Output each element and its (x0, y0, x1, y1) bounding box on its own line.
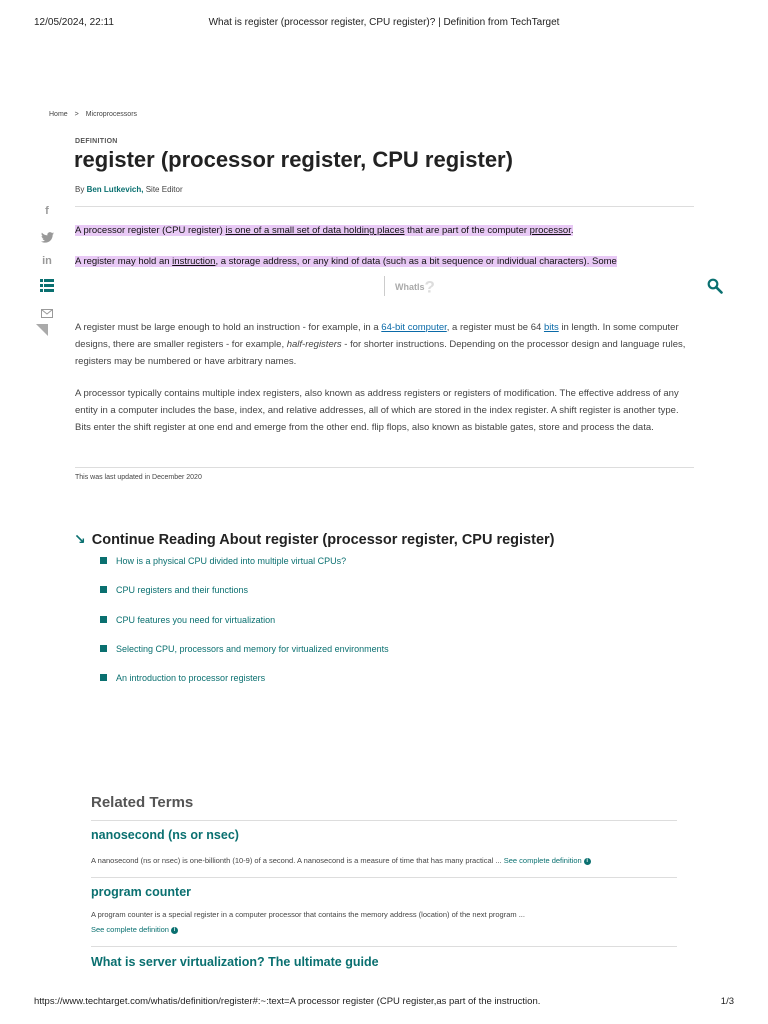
term-program-counter-desc: A program counter is a special register in a computer processor that contains the memory address (location) of the next program ... (91, 910, 525, 919)
related-terms-heading: Related Terms (91, 794, 194, 811)
email-icon[interactable] (36, 305, 58, 323)
author-link[interactable]: Ben Lutkevich, (86, 185, 144, 194)
article-divider (75, 467, 694, 468)
search-icon[interactable] (707, 278, 723, 294)
continue-reading-heading (74, 531, 554, 548)
p1-text: A processor register (CPU register) (75, 225, 226, 236)
p2-text-2: , a storage address, or any kind of data (such as a bit sequence or individual characters). Some (215, 256, 617, 267)
paragraph-intro (75, 222, 695, 239)
info-icon: i (171, 927, 178, 934)
print-url: https://www.techtarget.com/whatis/definition/register#:~:text=A processor register (CPU register,as part of the instruction. (34, 996, 541, 1007)
bullet-icon (100, 674, 107, 681)
breadcrumb-separator: > (74, 111, 79, 118)
term-nanosecond-title[interactable]: nanosecond (ns or nsec) (91, 828, 239, 842)
term-program-counter-more (91, 925, 677, 934)
link-64-bit-computer[interactable]: 64-bit computer (381, 322, 447, 333)
p3-text-4: - for shorter instructions. Depending on the processor design and language rules, registers may be numbered or have arbitrary names. (75, 339, 686, 367)
p3-half-registers: half-registers (286, 339, 342, 350)
related-divider (91, 820, 677, 821)
term-nanosecond-desc (91, 856, 677, 865)
breadcrumb (49, 111, 142, 118)
p3-text-2: , a register must be 64 (446, 322, 544, 333)
see-complete-definition-link[interactable]: See complete definition (91, 925, 169, 934)
paragraph-register-size (75, 319, 695, 370)
page-title: register (processor register, CPU register) (74, 147, 513, 172)
definition-label: DEFINITION (75, 138, 118, 145)
collapse-icon[interactable] (36, 324, 48, 336)
continue-reading-list (100, 556, 389, 702)
last-updated: This was last updated in December 2020 (75, 474, 202, 481)
related-divider (91, 946, 677, 947)
print-footer (34, 996, 734, 1007)
byline (75, 185, 183, 194)
bullet-icon (100, 645, 107, 652)
paragraph-index-registers: A processor typically contains multiple index registers, also known as address registers or registers of modification. The effective address of any entity in a computer includes the base, index, and relative addresses, all of which are stored in the index register. A shift register is another type. Bits enter the shift register at one end and emerge from the other end. flip flops, also known as bistable gates, store and process the data. (75, 388, 679, 433)
breadcrumb-section[interactable]: Microprocessors (85, 111, 138, 118)
paragraph-register-hold (75, 253, 695, 270)
p1-text-2: that are part of the computer (404, 225, 530, 236)
whatis-logo (384, 276, 435, 296)
facebook-icon[interactable]: f (45, 205, 49, 217)
p1-period: . (570, 225, 574, 236)
reading-link[interactable]: How is a physical CPU divided into multiple virtual CPUs? (116, 556, 347, 566)
see-complete-definition-link[interactable]: See complete definition (503, 856, 582, 865)
print-page-number: 1/3 (720, 996, 734, 1007)
list-item[interactable] (100, 615, 389, 644)
print-header (34, 17, 734, 29)
term-description: A nanosecond (ns or nsec) is one-billionth (10-9) of a second. A nanosecond is a measure of time that has many practical ... (91, 856, 502, 865)
link-bits[interactable]: bits (543, 322, 559, 333)
menu-icon[interactable] (36, 279, 58, 297)
related-divider (91, 877, 677, 878)
reading-link[interactable]: An introduction to processor registers (116, 673, 266, 684)
reading-link[interactable]: CPU registers and their functions (116, 585, 249, 596)
list-item[interactable] (100, 673, 389, 702)
linkedin-icon[interactable]: in (42, 255, 52, 267)
author-role: Site Editor (145, 185, 183, 194)
bullet-icon (100, 557, 107, 564)
print-title: What is register (processor register, CPU register)? | Definition from TechTarget (208, 17, 560, 28)
reading-link[interactable]: CPU features you need for virtualization (116, 614, 276, 625)
byline-by: By (75, 185, 85, 194)
bullet-icon (100, 616, 107, 623)
continue-reading-title: Continue Reading About register (processor register, CPU register) (91, 532, 555, 548)
arrow-down-right-icon: ↘ (74, 531, 86, 547)
logo-mark: ? (424, 277, 435, 297)
list-item[interactable] (100, 585, 389, 614)
term-server-virtualization-title[interactable]: What is server virtualization? The ultimate guide (91, 955, 379, 969)
term-program-counter-title[interactable]: program counter (91, 885, 192, 899)
print-date: 12/05/2024, 22:11 (34, 17, 114, 28)
p1-link-processor[interactable]: processor (529, 225, 571, 236)
twitter-icon[interactable] (36, 230, 58, 248)
list-item[interactable] (100, 644, 389, 673)
reading-link[interactable]: Selecting CPU, processors and memory for virtualized environments (116, 643, 389, 654)
p2-link-instruction[interactable]: instruction (172, 256, 216, 267)
p3-text-3: in length. In some computer designs, there are smaller registers - for example, (75, 322, 679, 350)
list-item[interactable] (100, 556, 389, 585)
p3-text: A register must be large enough to hold an instruction - for example, in a (75, 322, 382, 333)
title-divider (75, 206, 694, 207)
p1-link-holding-places[interactable]: is one of a small set of data holding places (225, 225, 405, 236)
p2-text: A register may hold an (75, 256, 173, 267)
logo-text: WhatIs (395, 282, 425, 292)
bullet-icon (100, 586, 107, 593)
breadcrumb-home[interactable]: Home (49, 111, 68, 118)
info-icon: i (584, 858, 591, 865)
